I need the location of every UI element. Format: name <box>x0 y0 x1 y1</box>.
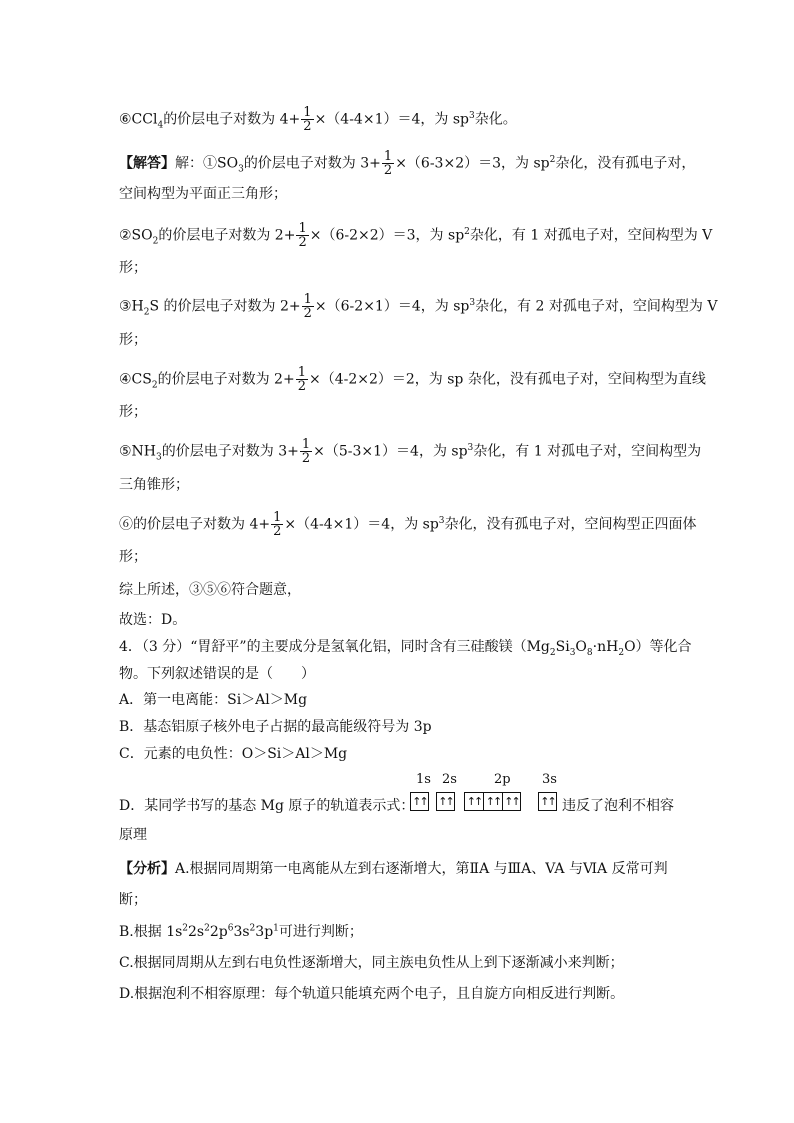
answer-line-5b: 三角锥形； <box>119 477 189 493</box>
electron-pair-up-icon: ↑↑ <box>483 792 502 811</box>
fraction: $\frac{1}{2}$ <box>298 221 307 250</box>
orbital-2s-box <box>436 792 455 811</box>
analysis-line-1: 【分析】A.根据同周期第一电离能从左到右逐渐增大，第ⅡA 与ⅢA、VA 与ⅥA 反常可判 <box>119 861 668 877</box>
answer-line-1b: 空间构型为平面正三角形； <box>119 186 287 202</box>
fraction: $\frac{1}{2}$ <box>301 437 311 466</box>
q4-option-d-post: 违反了泡利不相容 <box>562 798 674 814</box>
q4-option-d-line-2: 原理 <box>119 827 147 843</box>
answer-line-3b: 形； <box>119 332 147 348</box>
electron-pair-up-icon: ↑↑ <box>436 792 455 811</box>
fraction: $\frac{1}{2}$ <box>303 105 312 134</box>
orbital-label-2p: 2p <box>494 772 511 787</box>
orbital-label-2s: 2s <box>442 772 457 787</box>
analysis-line-2: B.根据 $1s^22s^22p^63s^23p^1$可进行判断； <box>119 923 363 940</box>
answer-line-6b: 形； <box>119 549 147 565</box>
analysis-line-1b: 断； <box>119 892 147 908</box>
analysis-label: 【分析】 <box>119 861 175 877</box>
answer-line-5: $⑤NH_3$的价层电子对数为 3+ $\frac{1}{2}$ ×（5-3×1）＝4，为 $sp^3$杂化，有 1 对孤电子对，空间构型为 <box>119 437 702 466</box>
q4-option-c: C．元素的电负性：O＞Si＞Al＞Mg <box>119 746 348 762</box>
answer-line-6: ⑥的价层电子对数为 4+ $\frac{1}{2}$ ×（4-4×1）＝4，为 $sp^3$杂化，没有孤电子对，空间构型正四面体 <box>119 510 697 539</box>
q4-option-d-pre: D．某同学书写的基态 Mg 原子的轨道表示式： <box>119 798 415 814</box>
answer-summary: 综上所述，③⑤⑥符合题意， <box>119 582 301 598</box>
electron-pair-up-icon: ↑↑ <box>410 792 429 811</box>
fraction: $\frac{1}{2}$ <box>273 510 282 539</box>
fraction: $\frac{1}{2}$ <box>297 365 306 394</box>
electron-pair-up-icon: ↑↑ <box>502 792 521 811</box>
q4-stem-line-1: 4．（3 分）“胃舒平”的主要成分是氢氧化铝，同时含有三硅酸镁$(Mg_2Si_3O_8\cdot nH_2O)$等化合 <box>119 639 692 658</box>
orbital-label-1s: 1s <box>416 772 431 787</box>
q4-stem-line-2: 物。下列叙述错误的是（ ） <box>119 666 315 682</box>
answer-line-2: $②SO_2$的价层电子对数为 2+ $\frac{1}{2}$ ×（6-2×2）＝3，为 $sp^2$杂化，有 1 对孤电子对，空间构型为 V <box>119 221 713 250</box>
answer-line-2b: 形； <box>119 260 147 276</box>
answer-label: 【解答】 <box>119 155 175 172</box>
answer-line-4: $④CS_2$的价层电子对数为 2+ $\frac{1}{2}$ ×（4-2×2）＝2，为 sp 杂化，没有孤电子对，空间构型为直线 <box>119 365 706 394</box>
answer-line-4b: 形； <box>119 404 147 420</box>
orbital-label-3s: 3s <box>542 772 557 787</box>
answer-line-3: $③H_2S$ 的价层电子对数为 2+ $\frac{1}{2}$ ×（6-2×1）＝4，为 $sp^3$杂化，有 2 对孤电子对，空间构型为 V <box>119 292 718 321</box>
q4-option-b: B．基态铝原子核外电子占据的最高能级符号为 3p <box>119 719 432 735</box>
answer-line-1: 【解答】解：$①SO_3$的价层电子对数为 3+ $\frac{1}{2}$ ×（6-3×2）＝3，为 $sp^2$杂化，没有孤电子对， <box>119 149 696 178</box>
q3-item6-line: ⑥CCl$_4$的价层电子对数为 4+ $\frac{1}{2}$ ×（4-4×1）＝4，为 $sp^3$杂化。 <box>119 105 517 134</box>
orbital-1s-box <box>410 792 429 811</box>
electron-pair-up-icon: ↑↑ <box>538 792 557 811</box>
orbital-2p-boxes <box>464 792 521 811</box>
answer-choice: 故选：D。 <box>119 612 187 628</box>
fraction: $\frac{1}{2}$ <box>383 149 393 178</box>
q4-option-a: A．第一电离能：Si＞Al＞Mg <box>119 692 308 708</box>
electron-pair-up-icon: ↑↑ <box>464 792 483 811</box>
analysis-line-3: C.根据同周期从左到右电负性逐渐增大，同主族电负性从上到下逐渐减小来判断； <box>119 955 624 971</box>
analysis-line-4: D.根据泡利不相容原理：每个轨道只能填充两个电子，且自旋方向相反进行判断。 <box>119 986 625 1002</box>
orbital-3s-box <box>538 792 557 811</box>
fraction: $\frac{1}{2}$ <box>303 292 312 321</box>
